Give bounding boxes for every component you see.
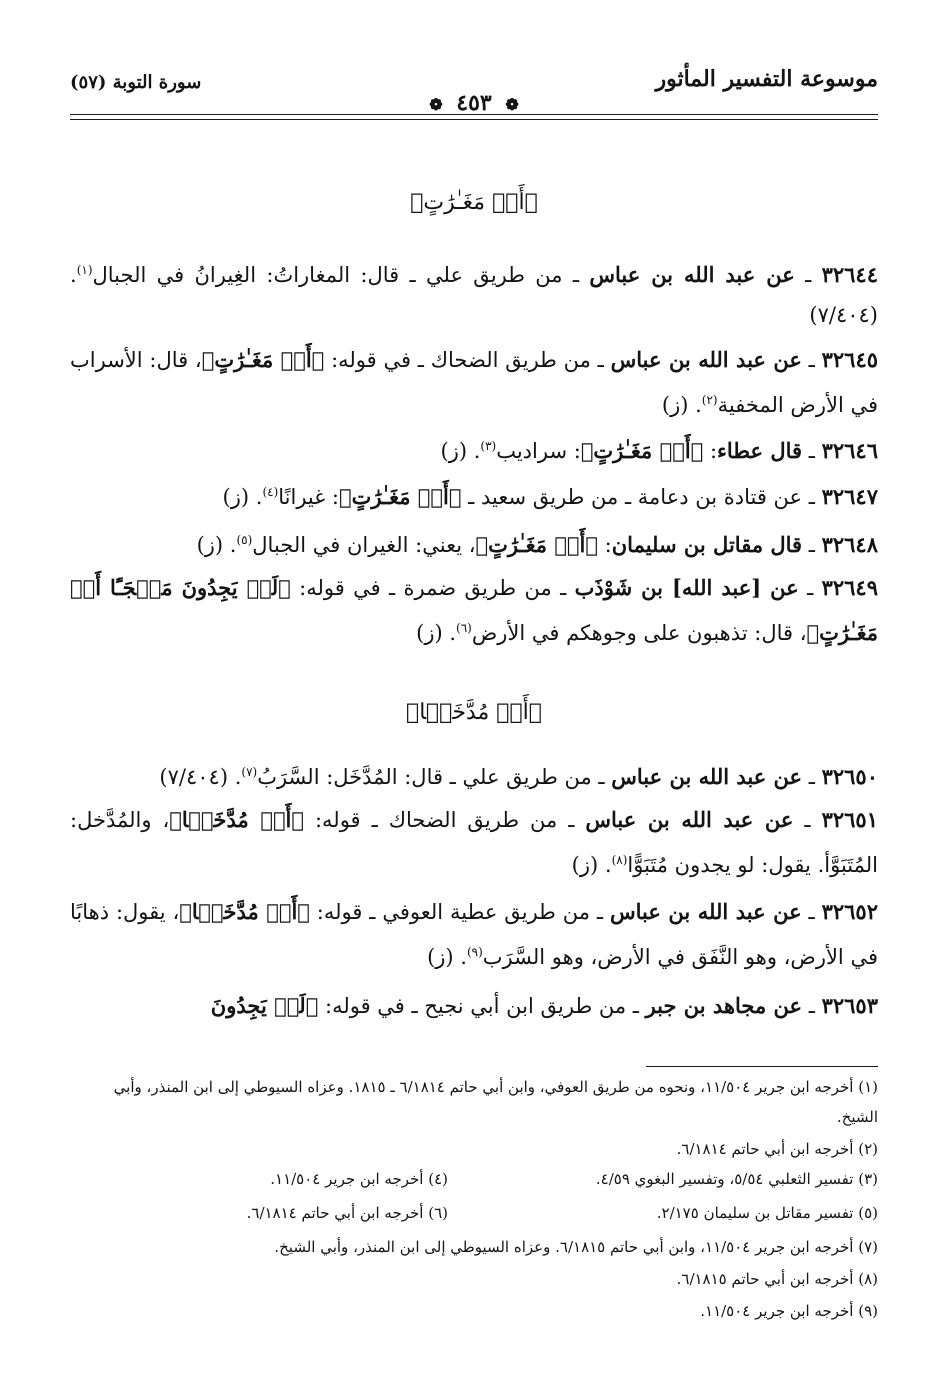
page-number: ٤٥٣ xyxy=(456,90,492,116)
entry-number: ٣٢٦٥٣ xyxy=(821,993,878,1018)
narrator: عن مجاهد بن جبر xyxy=(645,993,803,1018)
entry-text: ـ من طريق علي ـ قال: المُدَّخَل: السَّرَبُ xyxy=(257,765,612,789)
narrator: عن عبد الله بن عباس xyxy=(585,807,794,832)
footnote: (٩) أخرجه ابن جرير ١١/٥٠٤. xyxy=(700,1302,878,1320)
footnote: (٧) أخرجه ابن جرير ١١/٥٠٤، وابن أبي حاتم ٦/١٨١٥. وعزاه السيوطي إلى ابن المنذر، وأبي الشيخ. xyxy=(274,1238,878,1256)
quran-quote: ﴿أَوۡ مَغَـٰرَٰتٍ﴾ xyxy=(339,484,462,509)
athar-entry: ٣٢٦٥٢ ـ عن عبد الله بن عباس ـ من طريق عطية العوفي ـ قوله: ﴿أَوۡ مُدَّخَلࣰا﴾، يقول: ذهابًا في الأرض، وهو النَّفَق في الأرض، وهو السَّرَب$^{(٩)}$. (ز) xyxy=(70,899,878,969)
quran-quote: ﴿لَوۡ يَجِدُونَ xyxy=(210,993,319,1018)
footnote: (٥) تفسير مقاتل بن سليمان ٢/١٧٥. xyxy=(656,1204,878,1222)
quran-quote: ﴿أَوۡ مُدَّخَلࣰا﴾ xyxy=(169,807,304,832)
entry-text: ـ من طريق ابن أبي نجيح ـ في قوله: xyxy=(318,994,646,1018)
entry-text: ، يعني: الغيران في الجبال xyxy=(252,533,476,557)
footnote-marker: (٧) xyxy=(241,765,258,779)
footnote: (٨) أخرجه ابن أبي حاتم ٦/١٨١٥. xyxy=(676,1270,878,1288)
footnote-marker: (٨) xyxy=(611,853,628,867)
entry-ref: . (٧/٤٠٤) xyxy=(159,765,242,789)
entry-text: ـ من طريق علي ـ قال: المغاراتُ: الغِيرانُ في الجبال xyxy=(92,263,590,287)
entry-text: ، قال: الأسراب في الأرض المخفية xyxy=(70,348,878,417)
footnote-marker: (٥) xyxy=(236,533,253,547)
entry-number: ٣٢٦٥١ xyxy=(821,807,878,832)
entry-text: ـ من طريق الضحاك ـ قوله: xyxy=(303,808,586,832)
entry-text: : xyxy=(597,533,612,557)
entry-text: ـ من طريق ضمرة ـ في قوله: xyxy=(290,576,575,600)
entry-ref: . (ز) xyxy=(416,621,457,645)
ornament-icon: ❁ xyxy=(505,95,519,114)
entry-text: : xyxy=(703,439,718,463)
athar-entry: ٣٢٦٤٧ ـ عن قتادة بن دعامة ـ من طريق سعيد ـ ﴿أَوۡ مَغَـٰرَٰتٍ﴾: غيرانًا$^{(٤)}$. (ز) xyxy=(222,484,878,509)
footnote-marker: (٦) xyxy=(456,621,472,635)
athar-entry: ٣٢٦٤٥ ـ عن عبد الله بن عباس ـ من طريق الضحاك ـ في قوله: ﴿أَوۡ مَغَـٰرَٰتٍ﴾، قال: الأسراب في الأرض المخفية$^{(٢)}$. (ز) xyxy=(70,347,879,417)
header-rule xyxy=(70,114,878,120)
entry-ref: . (ز) xyxy=(196,533,237,557)
athar-entry: ٣٢٦٥٠ ـ عن عبد الله بن عباس ـ من طريق علي ـ قال: المُدَّخَل: السَّرَبُ$^{(٧)}$. (٧/٤٠٤) xyxy=(159,764,878,789)
narrator: قال مقاتل بن سليمان xyxy=(611,532,803,557)
narrator: عن عبد الله بن عباس xyxy=(610,347,802,372)
footnote-marker: (٣) xyxy=(480,439,497,453)
surah-label: سورة التوبة (٥٧) xyxy=(70,72,202,93)
footnote-marker: (٤) xyxy=(262,485,279,499)
running-header xyxy=(70,66,878,116)
footnote: (٣) تفسير الثعلبي ٥/٥٤، وتفسير البغوي ٤/٥٩. xyxy=(595,1170,878,1188)
narrator: عن عبد الله بن عباس xyxy=(611,764,803,789)
entry-number: ٣٢٦٥٢ xyxy=(821,899,878,924)
footnote-rule xyxy=(646,1066,878,1067)
footnote-marker: (٢) xyxy=(701,393,718,407)
narrator: عن [عبد الله] بن شَوْذَب xyxy=(574,575,799,600)
athar-entry: ٣٢٦٤٤ ـ عن عبد الله بن عباس ـ من طريق علي ـ قال: المغاراتُ: الغِيرانُ في الجبال$^{(١)}$. (٧/٤٠٤) xyxy=(70,262,878,327)
entry-text: ـ من طريق الضحاك ـ في قوله: xyxy=(324,348,611,372)
entry-ref: . (ز) xyxy=(440,439,481,463)
footnote: (٦) أخرجه ابن أبي حاتم ٦/١٨١٤. xyxy=(246,1204,448,1222)
entry-number: ٣٢٦٤٦ xyxy=(821,438,878,463)
athar-entry: ٣٢٦٤٨ ـ قال مقاتل بن سليمان: ﴿أَوۡ مَغَـٰرَٰتٍ﴾، يعني: الغيران في الجبال$^{(٥)}$. (ز) xyxy=(196,532,878,557)
entry-number: ٣٢٦٤٤ xyxy=(821,262,878,287)
narrator: قال عطاء xyxy=(717,438,803,463)
entry-number: ٣٢٦٤٨ xyxy=(821,532,878,557)
footnote: (١) أخرجه ابن جرير ١١/٥٠٤، ونحوه من طريق العوفي، وابن أبي حاتم ٦/١٨١٤ ـ ١٨١٥. وعزاه السيوطي إلى ابن المنذر، وأبي الشيخ. xyxy=(113,1078,878,1126)
section-heading: ﴿أَوۡ مُدَّخَلࣰا﴾ xyxy=(406,700,542,725)
footnote-marker: (١) xyxy=(76,263,93,277)
entry-number: ٣٢٦٤٧ xyxy=(821,484,878,509)
entry-number: ٣٢٦٥٠ xyxy=(821,764,878,789)
quran-quote: ﴿لَوۡ يَجِدُونَ مَلۡجَـًٔا أَوۡ مَغَـٰرَٰتٍ﴾ xyxy=(70,575,878,645)
series-title: موسوعة التفسير المأثور xyxy=(655,66,878,92)
quran-quote: ﴿أَوۡ مَغَـٰرَٰتٍ﴾ xyxy=(475,532,598,557)
page-number-block xyxy=(70,90,878,116)
ornament-icon: ❁ xyxy=(429,95,443,114)
entry-text: ، يقول: ذهابًا في الأرض، وهو النَّفَق في الأرض، وهو السَّرَب xyxy=(70,900,878,969)
narrator: عن عبد الله بن عباس xyxy=(609,899,802,924)
entry-text: : سراديب xyxy=(496,439,581,463)
entry-text: ، والمُدَّخل: المُتَبَوَّأ. يقول: لو يجدون مُتَبَوًّا xyxy=(70,808,878,877)
footnote-row xyxy=(70,1198,878,1228)
athar-entry: ٣٢٦٤٩ ـ عن [عبد الله] بن شَوْذَب ـ من طريق ضمرة ـ في قوله: ﴿لَوۡ يَجِدُونَ مَلۡجَـًٔا أَوۡ مَغَـٰرَٰتٍ﴾، قال: تذهبون على وجوهكم في الأرض$^{(٦)}$. (ز) xyxy=(70,575,878,645)
quran-quote: ﴿أَوۡ مُدَّخَلࣰا﴾ xyxy=(179,899,310,924)
entry-text: عن قتادة بن دعامة ـ من طريق سعيد ـ xyxy=(461,485,803,509)
entry-number: ٣٢٦٤٩ xyxy=(821,575,878,600)
athar-entry: ٣٢٦٥١ ـ عن عبد الله بن عباس ـ من طريق الضحاك ـ قوله: ﴿أَوۡ مُدَّخَلࣰا﴾، والمُدَّخل: المُتَبَوَّأ. يقول: لو يجدون مُتَبَوًّا$^{(٨)}$. (ز) xyxy=(70,807,878,877)
entry-ref: . (٧/٤٠٤) xyxy=(70,263,878,327)
quran-quote: ﴿أَوۡ مَغَـٰرَٰتٍ﴾ xyxy=(201,347,325,372)
athar-entry: ٣٢٦٥٣ ـ عن مجاهد بن جبر ـ من طريق ابن أبي نجيح ـ في قوله: ﴿لَوۡ يَجِدُونَ xyxy=(210,993,878,1018)
footnote: (٢) أخرجه ابن أبي حاتم ٦/١٨١٤. xyxy=(676,1140,878,1158)
entry-text: ـ من طريق عطية العوفي ـ قوله: xyxy=(309,900,610,924)
narrator: عن عبد الله بن عباس xyxy=(589,262,795,287)
entry-text: : غيرانًا xyxy=(278,485,339,509)
quran-quote: ﴿أَوۡ مَغَـٰرَٰتٍ﴾ xyxy=(580,438,704,463)
entry-text: ، قال: تذهبون على وجوهكم في الأرض xyxy=(471,621,807,645)
entry-ref: . (ز) xyxy=(222,485,263,509)
entry-ref: . (ز) xyxy=(661,393,702,417)
entry-ref: . (ز) xyxy=(571,853,612,877)
footnote: (٤) أخرجه ابن جرير ١١/٥٠٤. xyxy=(270,1170,448,1188)
footnote-row xyxy=(70,1164,878,1194)
section-heading: ﴿أَوۡ مَغَـٰرَٰتٍ﴾ xyxy=(410,190,538,215)
athar-entry: ٣٢٦٤٦ ـ قال عطاء: ﴿أَوۡ مَغَـٰرَٰتٍ﴾: سراديب$^{(٣)}$. (ز) xyxy=(440,438,878,463)
entry-ref: . (ز) xyxy=(427,945,467,969)
footnote-marker: (٩) xyxy=(466,945,483,959)
entry-number: ٣٢٦٤٥ xyxy=(821,347,879,372)
